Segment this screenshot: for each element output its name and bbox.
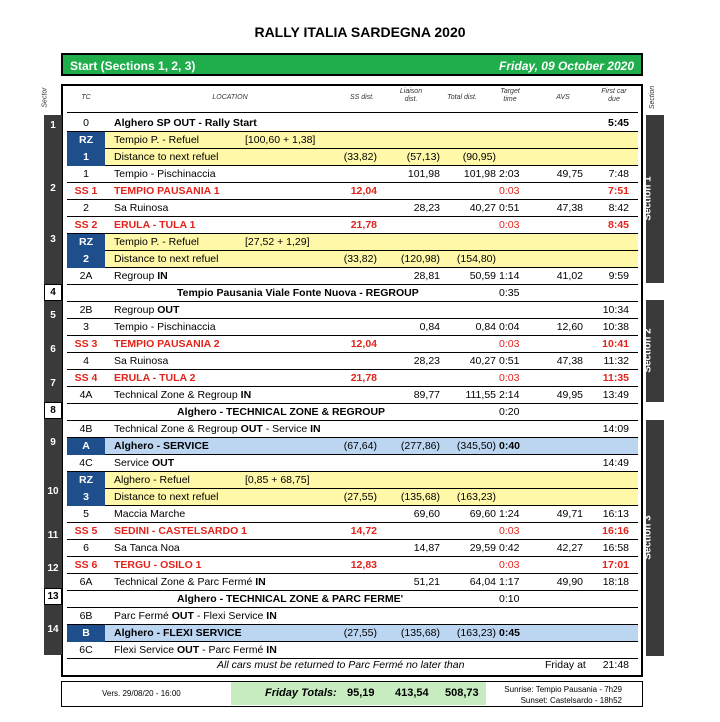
cell-ss: (27,55) (343, 627, 377, 639)
cell-tc: 6A (79, 576, 93, 588)
section-label: Section 3 (642, 515, 654, 560)
cell-due: 14:49 (602, 457, 629, 469)
table-row (67, 234, 638, 251)
table-row (67, 200, 638, 217)
cell-lia: (135,68) (400, 627, 440, 639)
footer (61, 681, 643, 707)
cell-loc: Sa Ruinosa (114, 202, 169, 214)
sector-num: 7 (50, 378, 56, 389)
col-location: LOCATION (212, 94, 248, 101)
tc-box: A (67, 438, 105, 455)
cell-due: 10:38 (602, 321, 629, 333)
tc-box: RZ (67, 472, 105, 489)
cell-loc: Maccia Marche (114, 508, 186, 520)
tc-box: 1 (67, 149, 105, 166)
sector-num: 8 (44, 402, 62, 419)
tc-box: 2 (67, 251, 105, 268)
cell-tot: 111,55 (465, 389, 496, 401)
cell-due: 7:51 (607, 185, 629, 197)
cell-loc: SEDINI - CASTELSARDO 1 (114, 525, 248, 537)
cell-loc: ERULA - TULA 1 (114, 219, 196, 231)
col-target: Target time (500, 88, 520, 103)
cell-due: 16:58 (602, 542, 629, 554)
cell-loc: Technical Zone & Parc Fermé IN (114, 576, 266, 588)
cell-tc: SS 2 (74, 219, 98, 231)
cell-lia: 28,23 (413, 355, 440, 367)
table-row (67, 217, 638, 234)
table-row (67, 472, 638, 489)
sector-num: 6 (50, 344, 56, 355)
col-total: Total dist. (447, 94, 477, 101)
table-row (67, 523, 638, 540)
table-row (67, 591, 638, 608)
cell-tc: 1 (83, 168, 89, 180)
cell-lia: (277,86) (400, 440, 440, 452)
table-row (67, 387, 638, 404)
cell-tot: 64,04 (469, 576, 496, 588)
cell-tgt: 0:40 (499, 440, 521, 452)
tc-box: B (67, 625, 105, 642)
cell-loc: Distance to next refuel (114, 151, 219, 163)
cell-tot: 50,59 (469, 270, 496, 282)
table-row (67, 608, 638, 625)
cell-tgt: 0:03 (499, 525, 520, 537)
cell-extra: [27,52 + 1,29] (245, 236, 310, 248)
cell-loc: Alghero - TECHNICAL ZONE & REGROUP (177, 406, 386, 418)
cell-lia: 28,23 (413, 202, 440, 214)
cell-tgt: 0:35 (499, 287, 520, 299)
header-bar (61, 53, 643, 76)
cell-ss: 14,72 (350, 525, 377, 537)
cell-avs: 47,38 (556, 202, 583, 214)
sunrise: Sunrise: Tempio Pausania - 7h29 (504, 685, 622, 694)
cell-tot: 40,27 (469, 202, 496, 214)
cell-due: 16:16 (602, 525, 629, 537)
cell-due: 14:09 (602, 423, 629, 435)
table-row (67, 370, 638, 387)
table-row (67, 540, 638, 557)
cell-lia: 51,21 (413, 576, 440, 588)
sector-num: 10 (47, 486, 59, 497)
cell-loc: Alghero - Refuel (114, 474, 190, 486)
cell-lia: (135,68) (400, 491, 440, 503)
cell-loc: Alghero - SERVICE (114, 440, 209, 452)
cell-avs: 49,75 (556, 168, 583, 180)
sunset: Sunset: Castelsardo - 18h52 (520, 696, 622, 705)
cell-loc: Regroup OUT (114, 304, 180, 316)
cell-tgt: 0:51 (499, 202, 520, 214)
cell-tc: 4B (79, 423, 93, 435)
table-row (67, 455, 638, 472)
cell-tgt: 0:03 (499, 219, 520, 231)
table-row (67, 404, 638, 421)
cell-due: 7:48 (608, 168, 629, 180)
cell-tgt: 0:20 (499, 406, 520, 418)
cell-tgt: 1:14 (499, 270, 520, 282)
cell-due: 16:13 (602, 508, 629, 520)
section-label: Section 1 (642, 176, 654, 221)
cell-tot: (90,95) (462, 151, 496, 163)
cell-due: 11:35 (602, 372, 629, 384)
cell-due: 10:34 (602, 304, 629, 316)
sector-num: 1 (50, 120, 56, 131)
cell-extra: [0,85 + 68,75] (245, 474, 310, 486)
totals-label: Friday Totals: (265, 687, 337, 699)
col-due: First car due (601, 88, 627, 103)
col-tc: TC (81, 94, 91, 101)
cell-loc: Flexi Service OUT - Parc Fermé IN (114, 644, 277, 656)
cell-due: 8:45 (607, 219, 629, 231)
sector-num: 2 (50, 183, 56, 194)
cell-tgt: 0:45 (499, 627, 521, 639)
header-date: Friday, 09 October 2020 (499, 59, 634, 73)
cell-ss: 12,04 (350, 338, 377, 350)
cell-loc: TERGU - OSILO 1 (114, 559, 202, 571)
table-row (67, 183, 638, 200)
cell-tgt: 0:03 (499, 185, 520, 197)
cell-tc: 2A (79, 270, 93, 282)
table-row (67, 166, 638, 183)
cell-avs: 49,90 (556, 576, 583, 588)
cell-loc: Distance to next refuel (114, 253, 219, 265)
cell-avs: 47,38 (556, 355, 583, 367)
table-row (67, 115, 638, 132)
cell-avs: 12,60 (556, 321, 583, 333)
cell-loc: Tempio Pausania Viale Fonte Nuova - REGROUP (177, 287, 419, 299)
cell-tc: 4A (79, 389, 93, 401)
cell-due: 18:18 (602, 576, 629, 588)
cell-tot: 0,84 (475, 321, 496, 333)
cell-tgt: 0:10 (499, 593, 520, 605)
cell-avs: 49,71 (556, 508, 583, 520)
cell-tgt: 0:04 (499, 321, 520, 333)
cell-lia: 0,84 (419, 321, 440, 333)
cell-tgt: 1:17 (499, 576, 520, 588)
cell-tot: (163,23) (456, 491, 496, 503)
cell-ss: 12,04 (350, 185, 377, 197)
cell-tgt: 0:51 (499, 355, 520, 367)
cell-loc: Distance to next refuel (114, 491, 219, 503)
table-row (67, 149, 638, 166)
cell-lia: 28,81 (413, 270, 440, 282)
page-title: RALLY ITALIA SARDEGNA 2020 (254, 24, 466, 40)
cell-loc: Alghero SP OUT - Rally Start (114, 117, 257, 129)
cell-tc: 4 (83, 355, 89, 367)
cell-due: 17:01 (602, 559, 629, 571)
cell-tc: 6B (79, 610, 93, 622)
cell-tgt: 2:03 (499, 168, 520, 180)
cell-loc: Sa Ruinosa (114, 355, 169, 367)
cell-avs: 42,27 (556, 542, 583, 554)
cell-ss: 21,78 (350, 372, 377, 384)
table-row (67, 336, 638, 353)
table-row (67, 353, 638, 370)
cell-loc: Tempio - Pischinaccia (114, 168, 216, 180)
cell-tc: SS 4 (74, 372, 98, 384)
table-row (67, 506, 638, 523)
header-left: Start (Sections 1, 2, 3) (70, 59, 196, 73)
cell-tc: 2 (83, 202, 89, 214)
table-row (67, 557, 638, 574)
total-ss: 95,19 (347, 687, 375, 699)
cell-due: 10:41 (602, 338, 629, 350)
cell-tc: SS 1 (74, 185, 98, 197)
table-row (67, 438, 638, 455)
cell-ss: (27,55) (343, 491, 377, 503)
table-row (67, 625, 638, 642)
cell-loc: Technical Zone & Regroup IN (114, 389, 252, 401)
section-header: Section (649, 85, 657, 110)
cell-loc: Alghero - TECHNICAL ZONE & PARC FERME' (177, 593, 404, 605)
cell-avs: 41,02 (556, 270, 583, 282)
cell-tc: 3 (83, 321, 89, 333)
table-row (67, 251, 638, 268)
table-row (67, 489, 638, 506)
col-liaison: Liaison dist. (399, 88, 423, 103)
cell-lia: (57,13) (406, 151, 440, 163)
sector-num: 3 (50, 234, 56, 245)
cell-tgt: 0:42 (499, 542, 520, 554)
cell-tc: 6C (79, 644, 93, 656)
cell-tgt: 2:14 (499, 389, 520, 401)
cell-tc: SS 3 (74, 338, 98, 350)
table-row (67, 302, 638, 319)
note-day: Friday at (545, 659, 586, 671)
cell-loc: Service OUT (114, 457, 175, 469)
cell-tc: 2B (79, 304, 93, 316)
sector-num: 14 (47, 624, 59, 635)
cell-loc: Parc Fermé OUT - Flexi Service IN (114, 610, 277, 622)
cell-due: 8:42 (608, 202, 629, 214)
cell-tot: (154,80) (456, 253, 496, 265)
cell-due: 5:45 (607, 117, 629, 129)
total-total: 508,73 (445, 687, 479, 699)
cell-avs: 49,95 (556, 389, 583, 401)
sector-num: 5 (50, 310, 56, 321)
cell-tot: (163,23) (456, 627, 496, 639)
note-time: 21:48 (602, 659, 629, 671)
tc-box: RZ (67, 234, 105, 251)
sector-num: 9 (50, 437, 56, 448)
cell-tc: 6 (83, 542, 89, 554)
cell-ss: (67,64) (343, 440, 377, 452)
sun-times (504, 684, 622, 706)
sector-num: 4 (44, 284, 62, 301)
cell-tot: (345,50) (456, 440, 496, 452)
tc-box: RZ (67, 132, 105, 149)
cell-tc: SS 5 (74, 525, 98, 537)
version: Vers. 29/08/20 - 16:00 (102, 689, 181, 698)
note-text: All cars must be returned to Parc Fermé no later than (217, 659, 465, 671)
cell-lia: 14,87 (413, 542, 440, 554)
parc-ferme-note (67, 657, 638, 674)
cell-tgt: 0:03 (499, 559, 520, 571)
table-row (67, 132, 638, 149)
cell-ss: 21,78 (350, 219, 377, 231)
sector-num: 12 (47, 563, 59, 574)
tc-box: 3 (67, 489, 105, 506)
cell-tot: 40,27 (469, 355, 496, 367)
col-avs: AVS (556, 94, 570, 101)
cell-loc: Regroup IN (114, 270, 168, 282)
cell-tot: 29,59 (469, 542, 496, 554)
cell-loc: Tempio P. - Refuel (114, 134, 200, 146)
col-ss-dist: SS dist. (349, 94, 375, 101)
cell-ss: (33,82) (343, 253, 377, 265)
cell-loc: TEMPIO PAUSANIA 1 (114, 185, 220, 197)
cell-extra: [100,60 + 1,38] (245, 134, 316, 146)
cell-tc: 5 (83, 508, 89, 520)
sector-header: Sector (41, 87, 49, 108)
cell-loc: Technical Zone & Regroup OUT - Service IN (114, 423, 321, 435)
totals (231, 682, 486, 705)
sector-num: 11 (47, 530, 59, 541)
table-row (67, 285, 638, 302)
section-label: Section 2 (642, 328, 654, 373)
cell-ss: 12,83 (350, 559, 377, 571)
total-liaison: 413,54 (395, 687, 429, 699)
cell-due: 9:59 (608, 270, 629, 282)
cell-tc: 0 (83, 117, 89, 129)
cell-due: 13:49 (602, 389, 629, 401)
cell-loc: TEMPIO PAUSANIA 2 (114, 338, 220, 350)
cell-tot: 69,60 (469, 508, 496, 520)
cell-loc: Alghero - FLEXI SERVICE (114, 627, 242, 639)
table-row (67, 268, 638, 285)
cell-due: 11:32 (603, 355, 629, 367)
cell-ss: (33,82) (343, 151, 377, 163)
cell-tgt: 1:24 (499, 508, 520, 520)
cell-lia: 89,77 (413, 389, 440, 401)
cell-lia: (120,98) (400, 253, 440, 265)
table-row (67, 319, 638, 336)
cell-loc: ERULA - TULA 2 (114, 372, 196, 384)
cell-tot: 101,98 (463, 168, 496, 180)
table-row (67, 421, 638, 438)
cell-tc: 4C (79, 457, 93, 469)
cell-loc: Tempio P. - Refuel (114, 236, 200, 248)
cell-tgt: 0:03 (499, 338, 520, 350)
cell-tc: SS 6 (74, 559, 98, 571)
cell-tgt: 0:03 (499, 372, 520, 384)
cell-lia: 69,60 (413, 508, 440, 520)
cell-lia: 101,98 (407, 168, 440, 180)
cell-loc: Tempio - Pischinaccia (114, 321, 216, 333)
table-row (67, 574, 638, 591)
sector-num: 13 (44, 588, 62, 605)
cell-loc: Sa Tanca Noa (114, 542, 180, 554)
